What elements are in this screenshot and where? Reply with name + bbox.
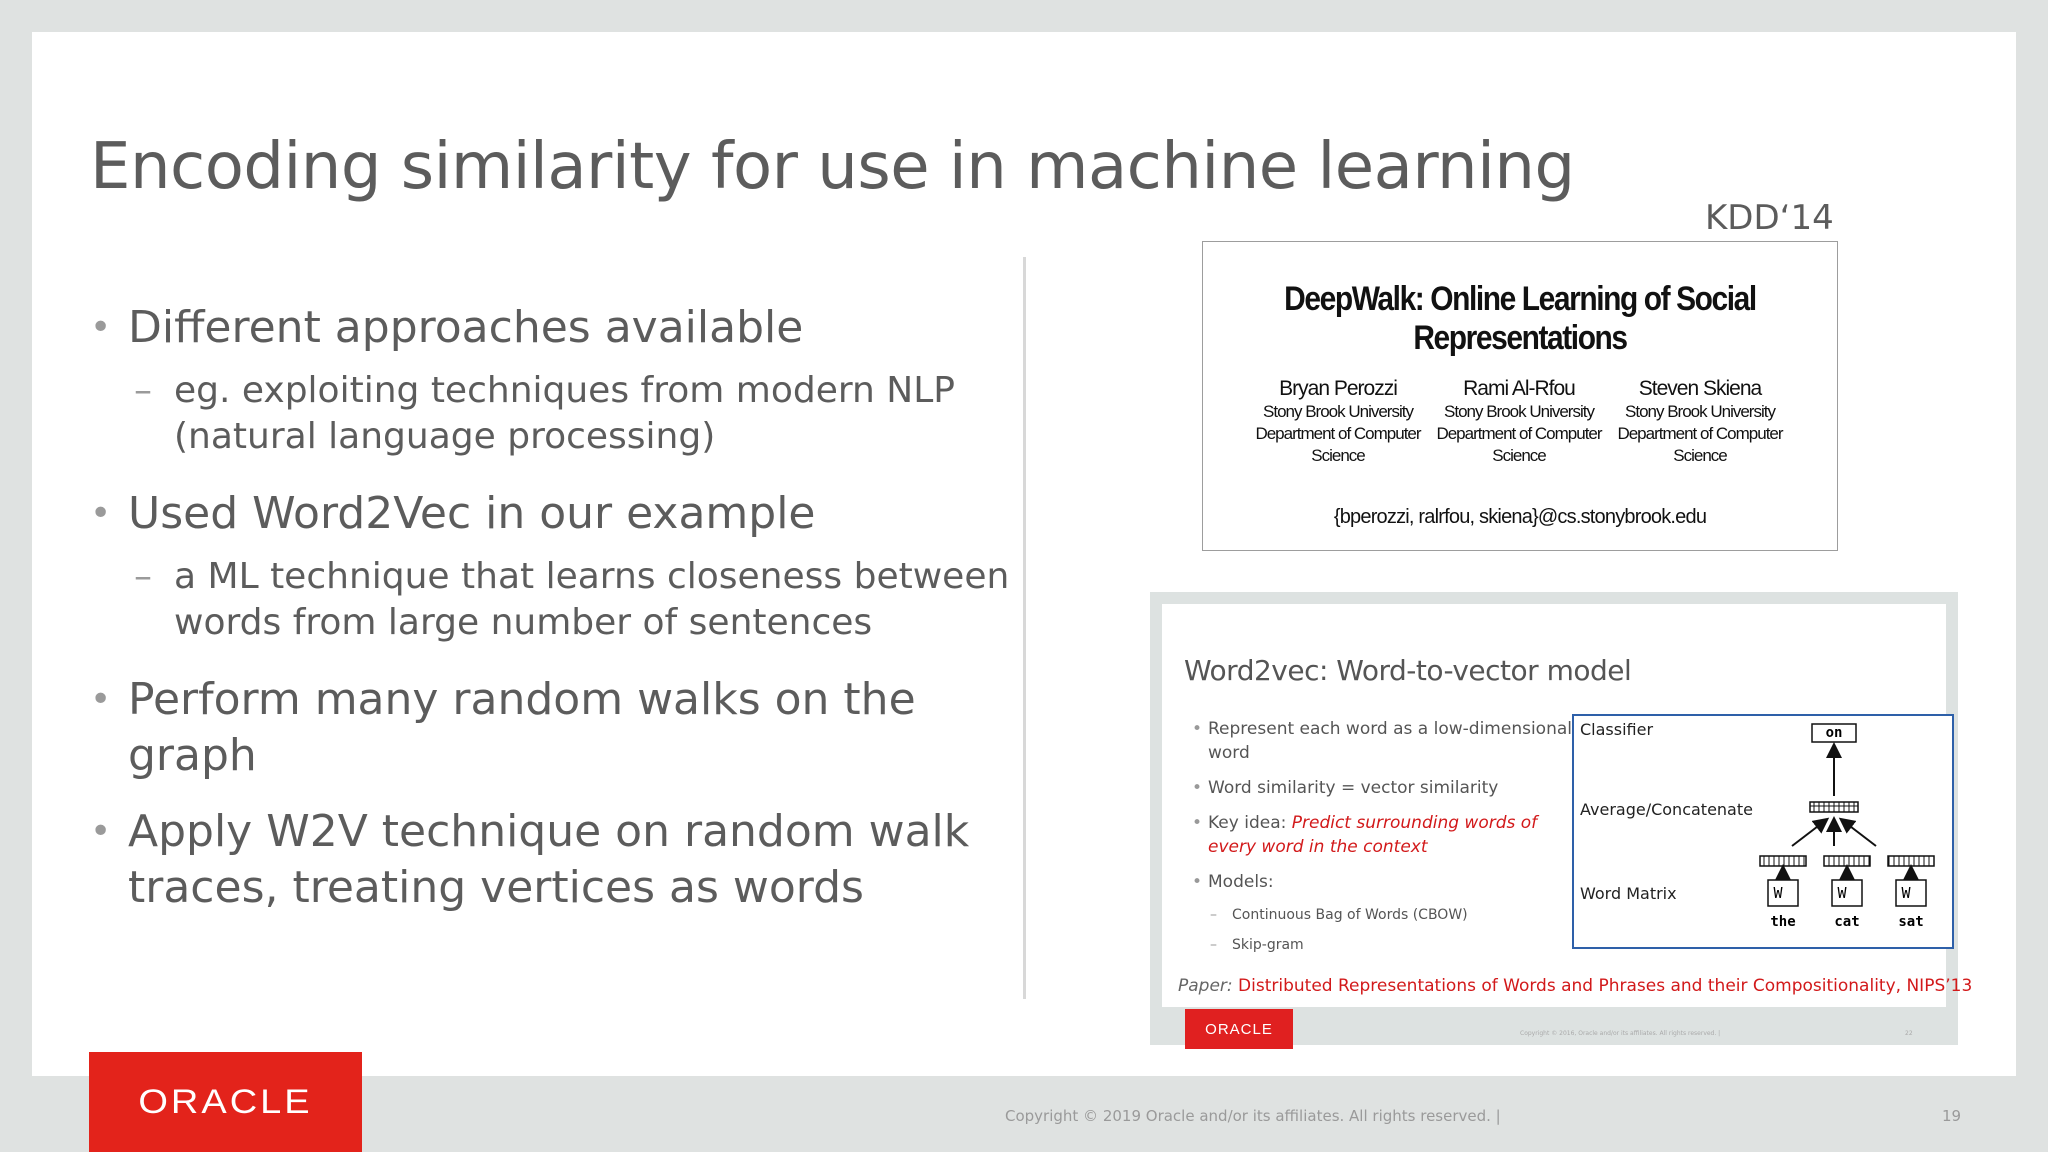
author-block (1248, 377, 1428, 467)
bullet-dot: • (90, 811, 112, 852)
sub-bullet-item (90, 554, 1020, 646)
bullet-dot: • (1192, 719, 1203, 739)
author-affiliation: Department of Computer (1436, 424, 1602, 443)
model-item (1192, 905, 1572, 925)
arrow-right (1842, 820, 1876, 846)
w-label: W (1901, 884, 1911, 902)
author-affiliation: Science (1311, 446, 1365, 465)
classifier-label: Classifier (1580, 720, 1654, 739)
arrow-left (1792, 820, 1826, 846)
models-label: Models: (1208, 872, 1274, 892)
inner-copyright: Copyright © 2016, Oracle and/or its affiliates. All rights reserved. | (1520, 1030, 1721, 1037)
author-affiliation: Science (1492, 446, 1546, 465)
word2vec-bullets (1192, 717, 1572, 965)
sub-bullet-dash: – (134, 370, 152, 411)
bullet-item (90, 300, 1020, 356)
author-emails: {bperozzi, ralrfou, skiena}@cs.stonybrook.edu (1333, 506, 1707, 528)
bullet-item (90, 672, 1020, 784)
word2vec-item-text: Word similarity = vector similarity (1208, 778, 1499, 798)
word2vec-slide-body (1162, 604, 1973, 1007)
word2vec-item-text: Represent each word as a low-dimensional word (1208, 719, 1572, 763)
output-word: on (1825, 725, 1843, 741)
bullet-item (90, 804, 1020, 916)
copyright-notice: Copyright © 2019 Oracle and/or its affiliates. All rights reserved. | (1005, 1107, 1501, 1125)
inner-page-number: 22 (1905, 1030, 1913, 1037)
key-idea-highlight: Predict surrounding words of every word in the context (1208, 813, 1538, 857)
input-word: the (1770, 914, 1796, 930)
bullet-line: traces, treating vertices as words (128, 862, 864, 913)
deepwalk-title: DeepWalk: Online Learning of Social Representations (1284, 280, 1756, 357)
kdd-label: KDD‘14 (1705, 198, 1834, 238)
slide-title: Encoding similarity for use in machine learning (90, 130, 1575, 204)
bullet-line: Apply W2V technique on random walk (128, 806, 970, 857)
average-vector (1810, 802, 1858, 812)
model-name: Continuous Bag of Words (CBOW) (1232, 907, 1468, 923)
bullet-line: graph (128, 730, 257, 781)
bullet-text: Different approaches available (128, 302, 804, 353)
oracle-logo-text: ORACLE (138, 1082, 313, 1121)
paper-reference (1178, 976, 1972, 996)
bullet-text: Used Word2Vec in our example (128, 488, 816, 539)
sub-bullet-line: (natural language processing) (174, 416, 716, 457)
sub-bullet-dash: – (1210, 937, 1217, 953)
sub-bullet-line: words from large number of sentences (174, 602, 873, 643)
word2vec-item (1192, 776, 1572, 800)
bullet-dot: • (90, 493, 112, 534)
bullet-item (90, 486, 1020, 542)
word-vector (1760, 856, 1806, 866)
oracle-logo (89, 1052, 362, 1152)
cbow-diagram (1572, 714, 1954, 949)
author-name: Bryan Perozzi (1279, 377, 1397, 400)
bullet-list (90, 300, 1020, 936)
model-item (1192, 935, 1572, 955)
author-name: Steven Skiena (1638, 377, 1762, 400)
oracle-logo-small: ORACLE (1185, 1009, 1293, 1049)
input-word: sat (1898, 914, 1924, 930)
average-label: Average/Concatenate (1580, 800, 1753, 819)
page-number: 19 (1942, 1107, 1962, 1125)
input-word: cat (1834, 914, 1860, 930)
word2vec-item (1192, 870, 1572, 894)
author-affiliation: Stony Brook University (1263, 402, 1413, 421)
bullet-dot: • (1192, 778, 1203, 798)
sub-bullet-item (90, 368, 1020, 460)
cbow-diagram-graphic (1574, 716, 1952, 947)
word-vector (1824, 856, 1870, 866)
word-vector (1888, 856, 1934, 866)
w-label: W (1837, 884, 1847, 902)
model-name: Skip-gram (1232, 937, 1304, 953)
paper-citation: Distributed Representations of Words and Phrases and their Compositionality, NIPS’13 (1238, 976, 1973, 996)
word2vec-item (1192, 717, 1572, 765)
w-label: W (1773, 884, 1783, 902)
author-block (1429, 377, 1609, 467)
sub-bullet-dash: – (134, 556, 152, 597)
bullet-dot: • (1192, 813, 1203, 833)
word2vec-item (1192, 811, 1572, 859)
author-affiliation: Stony Brook University (1444, 402, 1594, 421)
paper-label: Paper: (1178, 976, 1233, 996)
key-idea-prefix: Key idea: (1208, 813, 1292, 833)
author-block (1610, 377, 1790, 467)
author-affiliation: Science (1673, 446, 1727, 465)
deepwalk-paper-image (1202, 241, 1838, 551)
bullet-dot: • (1192, 872, 1203, 892)
sub-bullet-dash: – (1210, 907, 1217, 923)
sub-bullet-line: a ML technique that learns closeness between (174, 556, 1010, 597)
sub-bullet-line: eg. exploiting techniques from modern NLP (174, 370, 955, 411)
author-affiliation: Stony Brook University (1625, 402, 1775, 421)
author-name: Rami Al-Rfou (1463, 377, 1575, 400)
bullet-dot: • (90, 679, 112, 720)
bullet-line: Perform many random walks on the (128, 674, 916, 725)
author-affiliation: Department of Computer (1617, 424, 1783, 443)
author-affiliation: Department of Computer (1255, 424, 1421, 443)
word2vec-title: Word2vec: Word-to-vector model (1184, 654, 1632, 687)
word-matrix-label: Word Matrix (1580, 884, 1677, 903)
bullet-dot: • (90, 307, 112, 348)
vertical-divider (1023, 257, 1026, 999)
word2vec-slide-image (1150, 592, 1973, 1045)
